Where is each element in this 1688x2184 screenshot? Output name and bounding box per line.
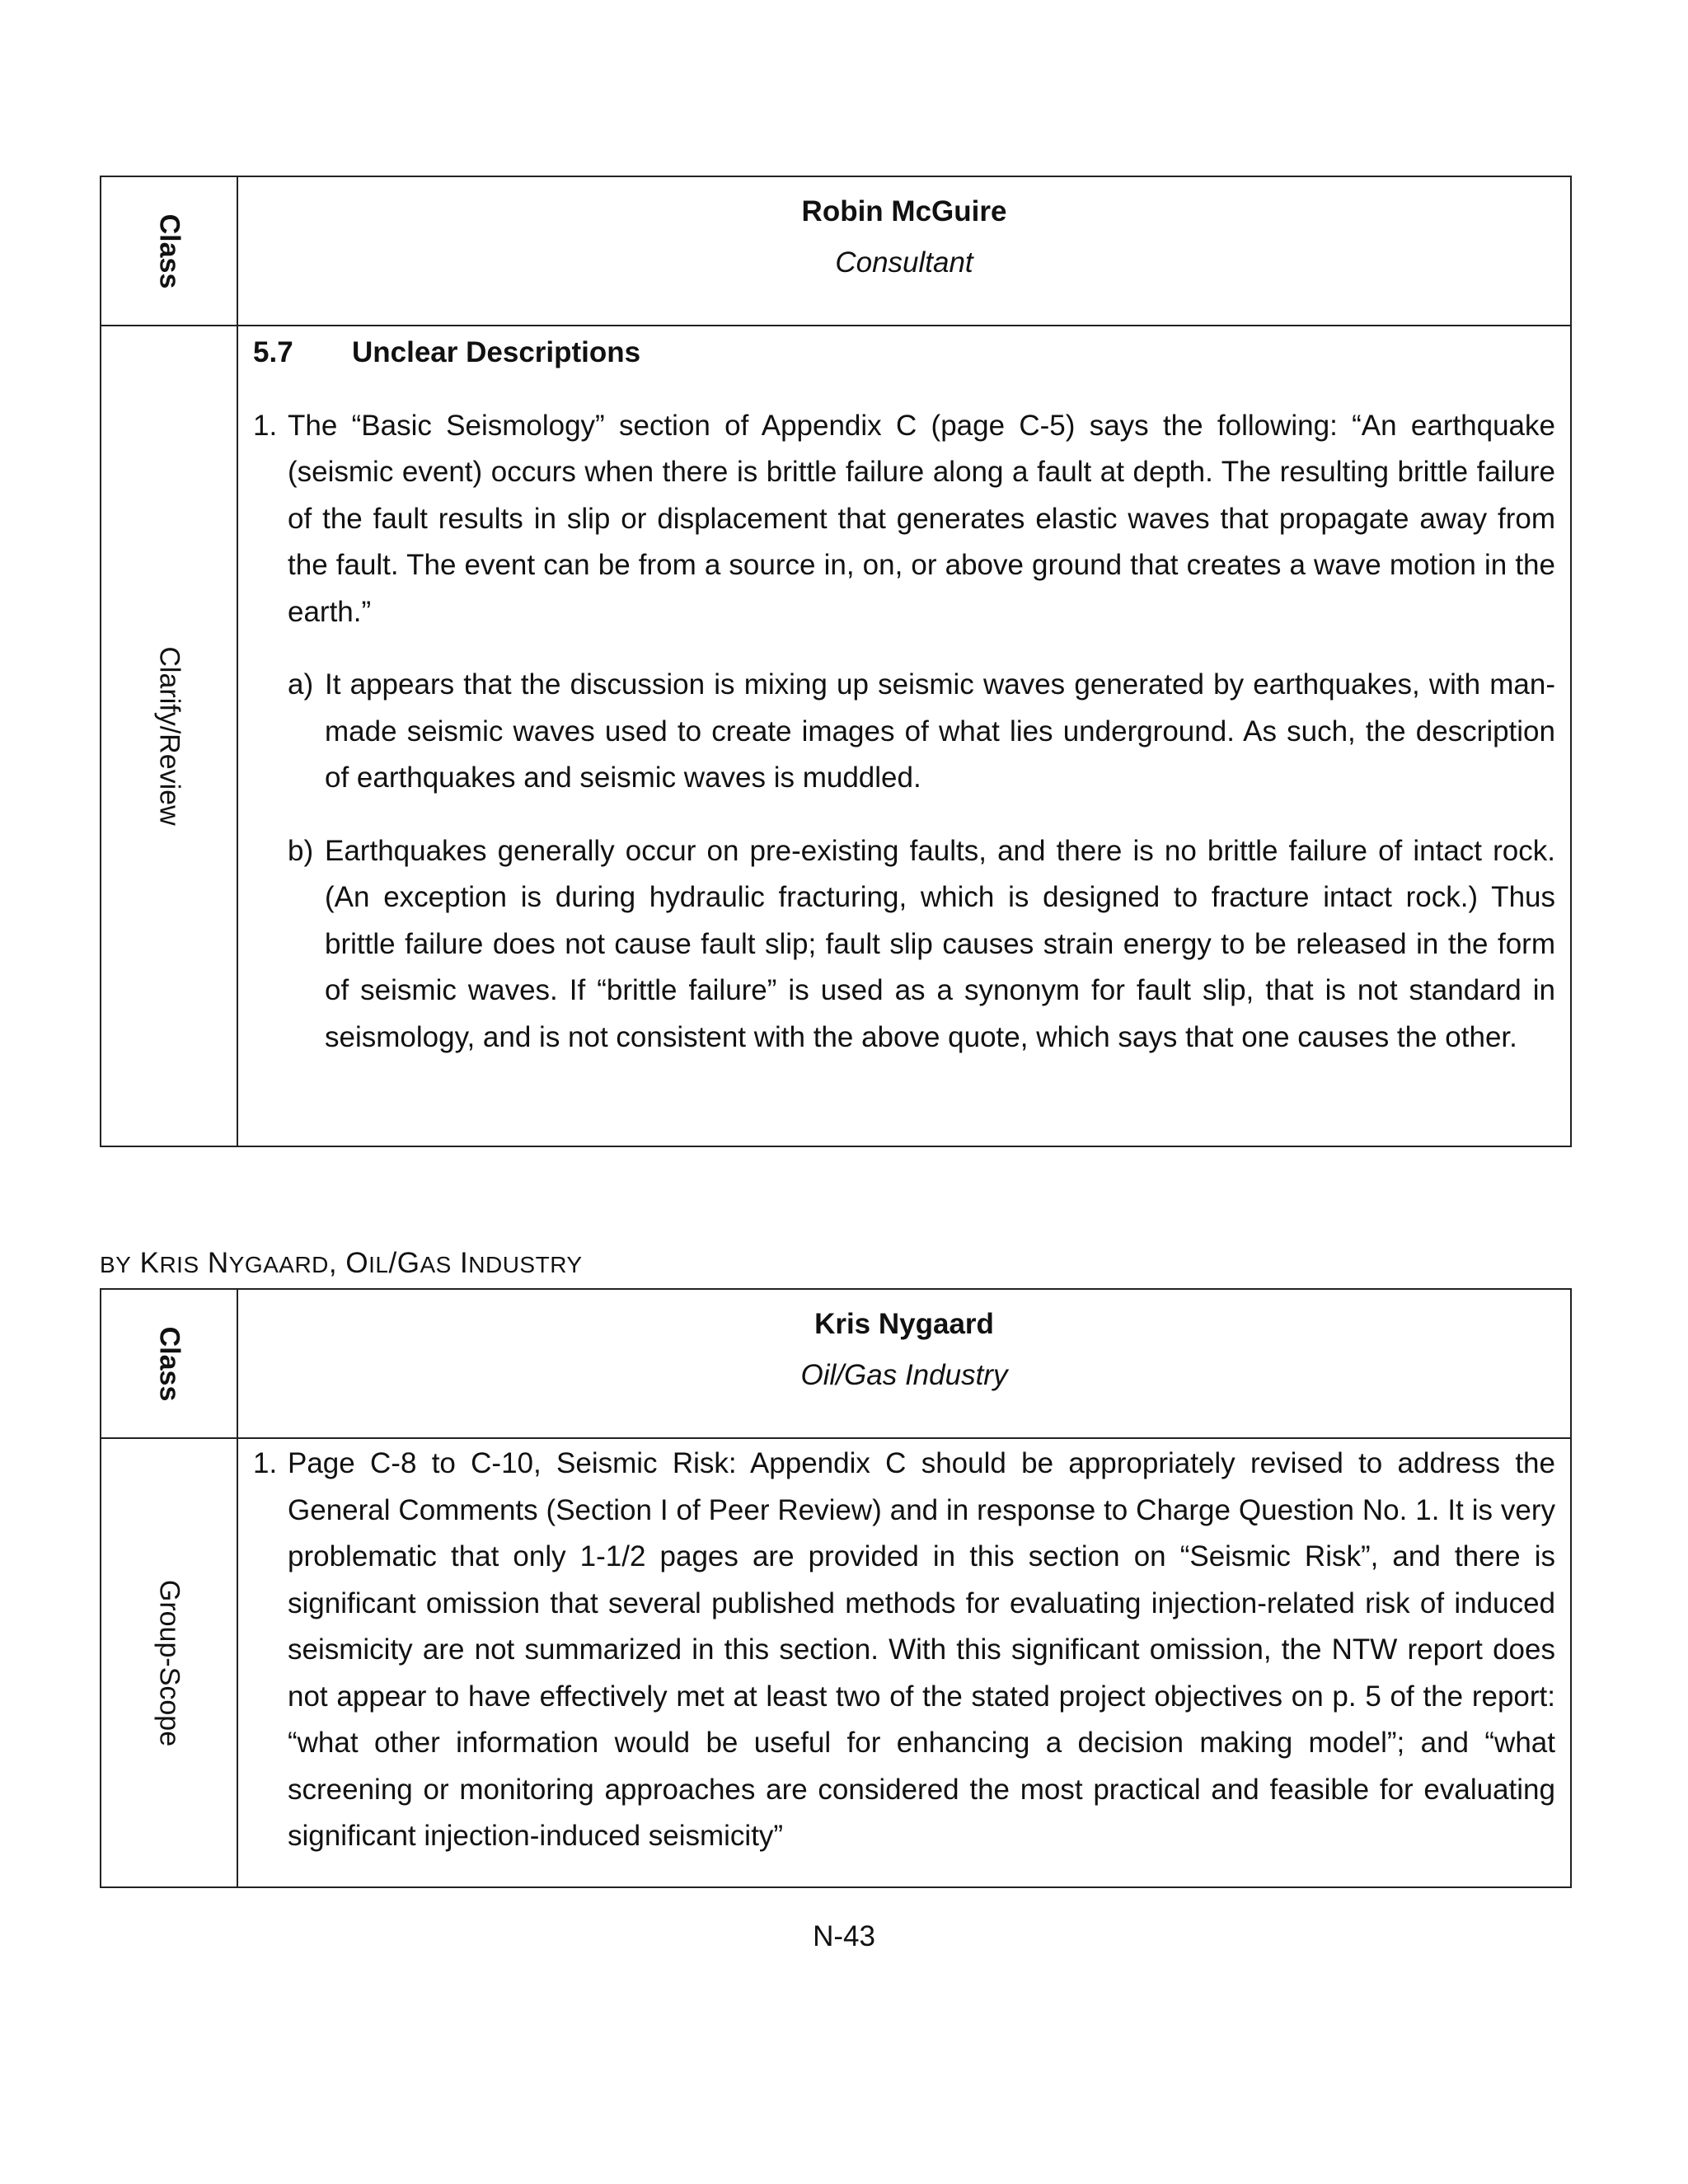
section-byline: [100, 1247, 583, 1280]
class-header-cell: [101, 1289, 237, 1438]
commenter-name: Robin McGuire: [801, 195, 1007, 227]
table-header-row: [101, 1289, 1571, 1438]
sub-list-item: [253, 828, 1555, 1062]
list-item-text: Page C-8 to C-10, Seismic Risk: Appendix C should be appropriately revised to address the General Comments (Section I of Peer Review) and in response to Charge Question No. 1. It is very problematic that only 1-1/2 pages are provided in this section on “Seismic Risk”, and there is significant omission that several published methods for evaluating injection-related risk of induced seismicity are not summarized in this section. With this significant omission, the NTW report does not appear to have effectively met at least two of the stated project objectives on p. 5 of the report: “what other information would be useful for enhancing a decision making model”; and “what screening or monitoring approaches are considered the most practical and feasible for evaluating significant injection-induced seismicity”: [288, 1447, 1555, 1852]
category-cell: [101, 326, 237, 1146]
sub-list-item-label: a): [288, 668, 314, 701]
commenter-name: Kris Nygaard: [814, 1308, 994, 1340]
commenter-role: Consultant: [835, 246, 973, 279]
category-label: Group-Scope: [153, 1579, 185, 1746]
byline-part: /: [388, 1247, 397, 1279]
comment-table-nygaard: [100, 1288, 1572, 1888]
class-header-cell: [101, 176, 237, 326]
table-body-row: [101, 326, 1571, 1146]
byline-part: IL: [368, 1252, 389, 1277]
sub-list-item: [253, 662, 1555, 802]
commenter-role: Oil/Gas Industry: [800, 1359, 1008, 1391]
commenter-header-cell: [237, 176, 1571, 326]
sub-list-item-text: Earthquakes generally occur on pre-existing faults, and there is no brittle failure of intact rock. (An exception is during hydraulic fracturing, which is designed to fracture intact rock.) Thus brittle failure does not cause fault slip; fault slip causes strain energy to be released in the form of seismic waves. If “brittle failure” is used as a synonym for fault slip, that is not standard in seismology, and is not consistent with the above quote, which says that one causes the other.: [325, 834, 1555, 1053]
byline-part: NDUSTRY: [468, 1252, 583, 1277]
byline-part: O: [345, 1247, 369, 1279]
table-body-row: [101, 1438, 1571, 1887]
byline-part: RIS: [159, 1252, 199, 1277]
list-item-number: 1.: [253, 409, 278, 442]
section-number: 5.7: [253, 336, 293, 368]
list-item: [253, 1441, 1555, 1860]
class-header-label: Class: [153, 1326, 185, 1401]
byline-part: YGAARD: [228, 1252, 329, 1277]
byline-part: K: [139, 1247, 160, 1279]
section-title: Unclear Descriptions: [352, 336, 641, 368]
list-item-text: The “Basic Seismology” section of Appendix C (page C-5) says the following: “An earthquake (seismic event) occurs when there is brittle failure along a fault at depth. The resulting brittle failure of the fault results in slip or displacement that generates elastic waves that propagate away from the fault. The event can be from a source in, on, or above ground that creates a wave motion in the earth.”: [288, 409, 1555, 628]
table-header-row: [101, 176, 1571, 326]
page-number: N-43: [813, 1920, 875, 1952]
section-heading: [253, 330, 1555, 377]
byline-part: I: [460, 1247, 469, 1279]
byline-part: G: [396, 1247, 420, 1279]
category-label: Clarify/Review: [153, 646, 185, 826]
list-item: [253, 403, 1555, 636]
byline-part: N: [207, 1247, 229, 1279]
commenter-header-cell: [237, 1289, 1571, 1438]
byline-part: BY: [100, 1252, 132, 1277]
class-header-label: Class: [153, 213, 185, 288]
category-cell: [101, 1438, 237, 1887]
sub-list-item-text: It appears that the discussion is mixing up seismic waves generated by earthquakes, with man-made seismic waves used to create images of what lies underground. As such, the description of earthquakes and seismic waves is muddled.: [325, 668, 1555, 794]
list-item-number: 1.: [253, 1447, 278, 1479]
byline-part: AS: [420, 1252, 452, 1277]
comment-body-cell: [237, 1438, 1571, 1887]
byline-part: ,: [328, 1247, 338, 1279]
comment-table-mcguire: [100, 176, 1572, 1147]
sub-list-item-label: b): [288, 834, 314, 867]
comment-body-cell: [237, 326, 1571, 1146]
